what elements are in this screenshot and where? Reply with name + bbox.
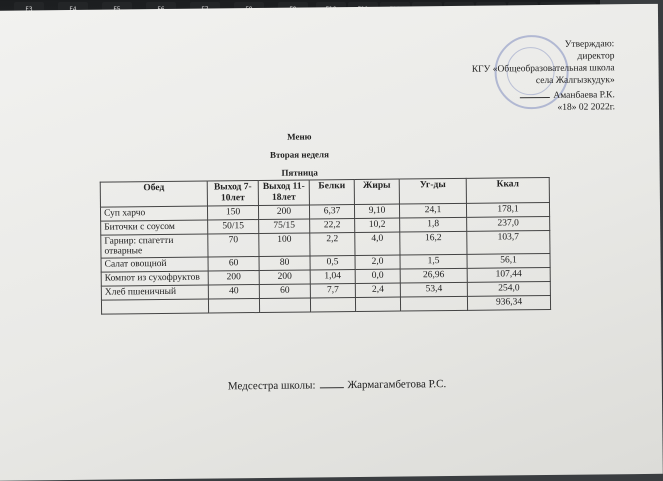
- dish-name: Хлеб пшеничный: [101, 285, 208, 300]
- fat-value: 0,0: [355, 269, 400, 283]
- empty-cell: [101, 299, 208, 314]
- dish-name: Компот из сухофруктов: [101, 271, 208, 286]
- dish-name: Гарнир: спагетти отварные: [101, 234, 208, 258]
- approval-block: [471, 38, 615, 114]
- nurse-signature: [320, 387, 344, 388]
- portion-young: 60: [208, 257, 259, 272]
- portion-old: 100: [259, 233, 310, 257]
- portion-old: 200: [258, 205, 309, 220]
- approval-line-1: Утверждаю:: [564, 39, 615, 50]
- menu-document: [0, 4, 663, 481]
- carbs-value: 16,2: [400, 231, 467, 255]
- approval-line-3: КГУ «Общеобразовательная школа: [471, 63, 615, 75]
- empty-cell: [355, 297, 400, 311]
- empty-cell: [310, 298, 355, 312]
- portion-old: 200: [259, 270, 310, 285]
- total-kcal: 936,34: [467, 295, 550, 310]
- col-header-kcal: Ккал: [466, 177, 549, 203]
- kcal-value: 178,1: [466, 202, 549, 217]
- col-header-dish: Обед: [100, 181, 207, 207]
- portion-young: 50/15: [208, 220, 259, 235]
- dish-name: Биточки с соусом: [101, 220, 208, 235]
- portion-young: 150: [207, 206, 258, 221]
- protein-value: 2,2: [310, 233, 355, 256]
- portion-old: 75/15: [259, 219, 310, 234]
- protein-value: 7,7: [310, 284, 355, 298]
- menu-table: [100, 177, 551, 315]
- menu-title: Меню: [286, 131, 312, 142]
- fat-value: 2,4: [355, 283, 400, 297]
- document-titles: [270, 131, 330, 186]
- portion-young: 70: [208, 234, 259, 258]
- kcal-value: 237,0: [467, 216, 550, 231]
- col-header-fat: Жиры: [354, 179, 399, 204]
- carbs-value: 26,96: [400, 268, 467, 283]
- director-name: Аманбаева Р.К.: [553, 90, 615, 101]
- dish-name: Салат овощной: [101, 257, 208, 272]
- approval-signature-line: [472, 86, 615, 102]
- col-header-protein: Белки: [309, 180, 354, 205]
- kcal-value: 56,1: [467, 253, 550, 268]
- col-header-portion-young: Выход 7-10лет: [207, 181, 258, 207]
- col-header-carbs: Уг-ды: [399, 178, 466, 204]
- nurse-label: Медсестра школы:: [227, 379, 316, 393]
- protein-value: 6,37: [309, 205, 354, 219]
- approval-date: «18» 02 2022г.: [557, 102, 616, 113]
- fat-value: 4,0: [355, 232, 400, 255]
- empty-cell: [400, 296, 467, 311]
- carbs-value: 1,8: [400, 217, 467, 232]
- carbs-value: 53,4: [400, 282, 467, 297]
- kcal-value: 103,7: [467, 230, 550, 254]
- fat-value: 10,2: [355, 218, 400, 232]
- kcal-value: 254,0: [467, 281, 550, 296]
- approval-line-2: директор: [577, 51, 615, 62]
- fat-value: 2,0: [355, 255, 400, 269]
- portion-young: 40: [208, 285, 259, 300]
- nurse-signature-line: [228, 378, 446, 392]
- empty-cell: [208, 299, 259, 314]
- fat-value: 9,10: [354, 204, 399, 218]
- approval-line-4: села Жалгызкудук»: [535, 75, 615, 87]
- kcal-value: 107,44: [467, 267, 550, 282]
- nurse-name: Жармагамбетова Р.С.: [347, 378, 447, 392]
- portion-old: 60: [259, 284, 310, 299]
- dish-name: Суп харчо: [100, 206, 207, 221]
- carbs-value: 1,5: [400, 254, 467, 269]
- portion-young: 200: [208, 271, 259, 286]
- col-header-portion-old: Выход 11-18лет: [258, 180, 309, 206]
- protein-value: 22,2: [310, 219, 355, 233]
- empty-cell: [259, 298, 310, 313]
- protein-value: 0,5: [310, 256, 355, 270]
- week-title: Вторая неделя: [269, 149, 329, 160]
- protein-value: 1,04: [310, 270, 355, 284]
- day-title: Пятница: [281, 167, 318, 178]
- carbs-value: 24,1: [399, 203, 466, 218]
- portion-old: 80: [259, 256, 310, 271]
- director-signature: [520, 87, 550, 98]
